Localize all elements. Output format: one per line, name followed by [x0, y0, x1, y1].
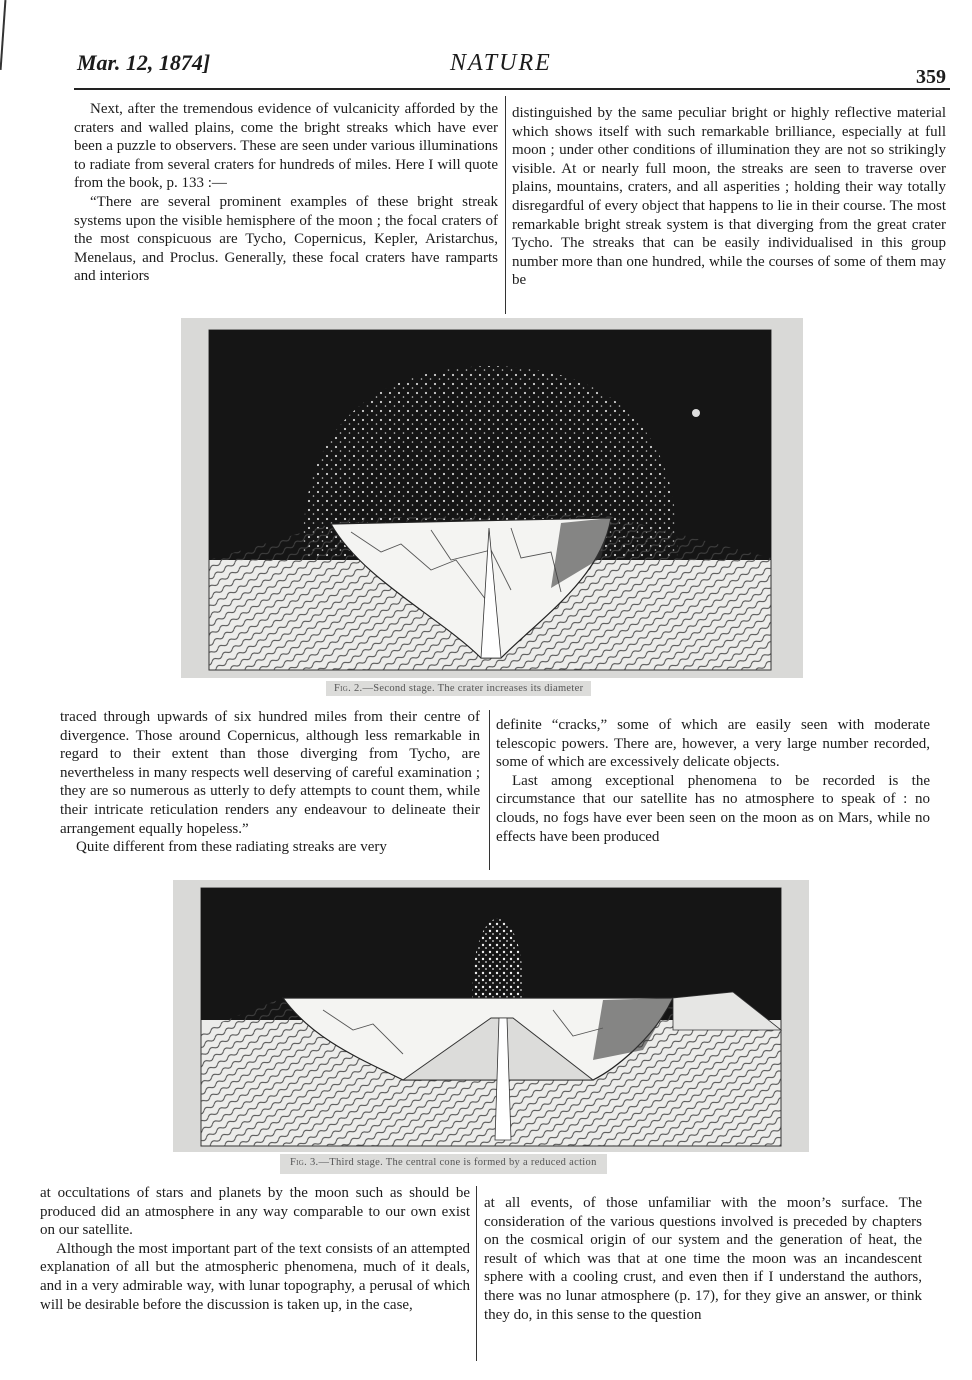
paragraph: Although the most important part of the text consists of an attempted explanation of all but the atmospheric phenomena, much of it deals, and in a very admirable way, with lunar topography, a perusal of which will be desirable before the discussion is taken up, in the case,	[40, 1240, 470, 1313]
paragraph: at occultations of stars and planets by the moon such as should be produced did an atmosphere in any way comparable to our own exist on our satellite.	[40, 1185, 470, 1239]
issue-date: Mar. 12, 1874]	[77, 50, 211, 75]
figure-2-label: Fig. 2.	[334, 683, 363, 694]
page-header	[0, 0, 972, 100]
figure-2-crater-illustration	[181, 318, 803, 678]
section3-right-column	[484, 1194, 922, 1324]
figure-3-caption	[280, 1154, 607, 1174]
section1-right-column	[512, 104, 946, 290]
section3-left-column	[40, 1184, 470, 1314]
paragraph: definite “cracks,” some of which are easily seen with moderate telescopic powers. There are, however, a very large number recorded, some of which are excessively delicate objects.	[496, 717, 930, 771]
column-rule	[489, 710, 490, 870]
figure-3-caption-text: —Third stage. The central cone is formed by a reduced action	[318, 1157, 597, 1168]
section1-left-column	[74, 100, 498, 286]
paragraph: traced through upwards of six hundred miles from their centre of divergence. Those around Copernicus, although less remarkable in regard to their extent than those diverging from Tycho, are nevertheless in many respects well deserving of careful examination ; they are so numerous as utterly to defy attempts to count them, while their intricate reticulation renders any endeavour to delineate their arrangement equally hopeless.”	[60, 709, 480, 837]
section2-left-column	[60, 708, 480, 857]
page-number: 359	[916, 66, 946, 88]
journal-title: NATURE	[450, 50, 552, 76]
figure-2-caption-text: —Second stage. The crater increases its diameter	[362, 683, 584, 694]
section2-right-column	[496, 716, 930, 846]
column-rule	[476, 1186, 477, 1361]
crater-third-stage-drawing	[173, 880, 809, 1152]
header-rule	[74, 88, 950, 90]
figure-2-caption	[326, 681, 591, 696]
paragraph: Next, after the tremendous evidence of vulcanicity afforded by the craters and walled plains, come the bright streaks which have ever been a puzzle to observers. These are seen under various illuminations to radiate from several craters for hundreds of miles. Here I will quote from the book, p. 133 :—	[74, 101, 498, 192]
crater-second-stage-drawing	[181, 318, 803, 678]
paragraph: at all events, of those unfamiliar with the moon’s surface. The consideration of the various questions involved is preceded by chapters on the cosmical origin of our system and the generation of heat, the result of which was that at one time the moon was an incandescent sphere with a cooling crust, and even then if I understand the authors, there was no lunar atmosphere (p. 17), for they give an answer, or think they do, in this sense to the question	[484, 1195, 922, 1323]
figure-3-crater-illustration	[173, 880, 809, 1152]
paragraph: Last among exceptional phenomena to be recorded is the circumstance that our satellite has no atmosphere to speak of : no clouds, no fogs have ever been seen on the moon as on Mars, while no effects have been produced	[496, 772, 930, 845]
figure-3-label: Fig. 3.	[290, 1157, 319, 1168]
column-rule	[505, 96, 506, 314]
paragraph: Quite different from these radiating streaks are very	[76, 839, 387, 856]
paragraph: “There are several prominent examples of these bright streak systems upon the visible hemisphere of the moon ; the focal craters of the most conspicuous are Tycho, Copernicus, Kepler, Aristarchus, Menelaus, and Proclus. Generally, these focal craters have ramparts and interiors	[74, 193, 498, 285]
paragraph: distinguished by the same peculiar bright or highly reflective material which shows itself with such remarkable brilliance, especially at full moon ; under other conditions of illumination they are not so strikingly visible. At or nearly full moon, the streaks are seen to traverse over plains, mountains, craters, and all asperities ; holding their way totally disregardful of every object that happens to lie in their course. The most remarkable bright streak system is that diverging from the great crater Tycho. The streaks that can be easily individualised in this group number more than one hundred, while the courses of some of them may be	[512, 105, 946, 289]
